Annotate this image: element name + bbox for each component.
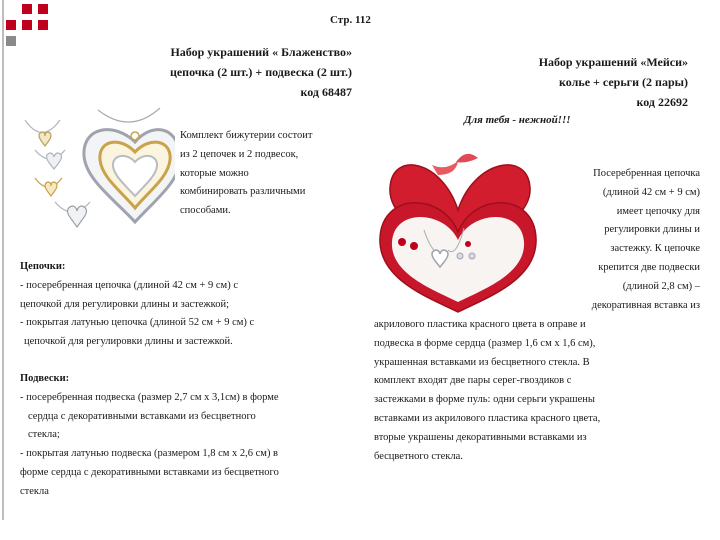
text-line: (длиной 42 см + 9 см) [602, 186, 700, 198]
text-line: (длиной 2,8 см) – [622, 280, 700, 292]
text-line: регулировки длины и [604, 224, 700, 236]
chains-heading: Цепочки: [20, 261, 66, 272]
right-title-line: Набор украшений «Мейси» [538, 55, 688, 69]
corner-square [6, 36, 16, 46]
text-line: крепится две подвески [598, 261, 700, 273]
text-line: комбинировать различными [180, 186, 306, 198]
corner-square [38, 4, 48, 14]
text-line: подвеска в форме сердца (размер 1,6 см х 1,6 см), [374, 337, 596, 349]
left-title-line: код 68487 [300, 85, 352, 99]
left-title-line: цепочка (2 шт.) + подвеска (2 шт.) [169, 65, 352, 79]
text-line: цепочкой для регулировки длины и застежкой; [20, 298, 229, 310]
text-line: - посеребренная подвеска (размер 2,7 см х 3,1см) в форме [20, 391, 279, 403]
small-necklace-image [25, 120, 90, 227]
text-line: застежками в форме пуль: одни серьги украшены [374, 394, 595, 406]
text-line: акрилового пластика красного цвета в оправе и [374, 319, 586, 330]
page-number: Стр. 112 [330, 14, 371, 26]
corner-square [22, 20, 32, 30]
meisi-gift-box-image [372, 140, 544, 315]
right-title-line: колье + серьги (2 пары) [559, 75, 688, 89]
text-line: из 2 цепочек и 2 подвесок, [180, 148, 299, 160]
text-line: - покрытая латунью подвеска (размером 1,8 см х 2,6 см) в [20, 448, 279, 460]
text-line: комплект входят две пары серег-гвоздиков с [374, 375, 572, 387]
text-line: вторые украшены декоративными вставками из [374, 431, 587, 443]
text-line: стекла; [28, 429, 60, 441]
text-line: декоративная вставка из [591, 299, 700, 311]
corner-square [22, 4, 32, 14]
text-line: застежку. К цепочке [610, 243, 700, 255]
text-line: стекла [20, 485, 49, 497]
left-title-line: Набор украшений « Блаженство» [170, 45, 352, 59]
corner-vertical-rule [2, 0, 4, 520]
right-description-narrow [530, 165, 700, 315]
right-description-wide [374, 316, 694, 466]
text-line: которые можно [180, 167, 249, 179]
left-description [180, 127, 360, 221]
pendants-section [20, 370, 365, 502]
chains-section [20, 258, 360, 352]
right-product-title [480, 52, 688, 112]
text-line: бесцветного стекла. [374, 450, 463, 462]
corner-square [38, 20, 48, 30]
blazhenstvo-product-image [20, 100, 175, 250]
large-heart-pendant-image [84, 108, 175, 222]
text-line: Комплект бижутерии состоит [180, 130, 313, 141]
text-line: сердца с декоративными вставками из бесцветного [28, 410, 256, 422]
pendants-heading: Подвески: [20, 373, 70, 384]
text-line: форме сердца с декоративными вставками из бесцветного [20, 466, 279, 478]
text-line: украшенная вставками из бесцветного стекла. В [374, 356, 590, 368]
text-line: имеет цепочку для [616, 205, 700, 217]
corner-square [6, 20, 16, 30]
text-line: способами. [180, 205, 231, 217]
text-line: цепочкой для регулировки длины и застежкой. [24, 336, 233, 348]
right-title-line: код 22692 [636, 95, 688, 109]
text-line: - посеребренная цепочка (длиной 42 см + 9 см) с [20, 279, 238, 291]
left-product-title [110, 42, 352, 102]
text-line: - покрытая латунью цепочка (длиной 52 см + 9 см) с [20, 317, 255, 329]
text-line: вставками из акрилового пластика красного цвета, [374, 412, 601, 424]
text-line: Посеребренная цепочка [593, 168, 700, 179]
slogan: Для тебя - нежной!!! [464, 114, 571, 126]
